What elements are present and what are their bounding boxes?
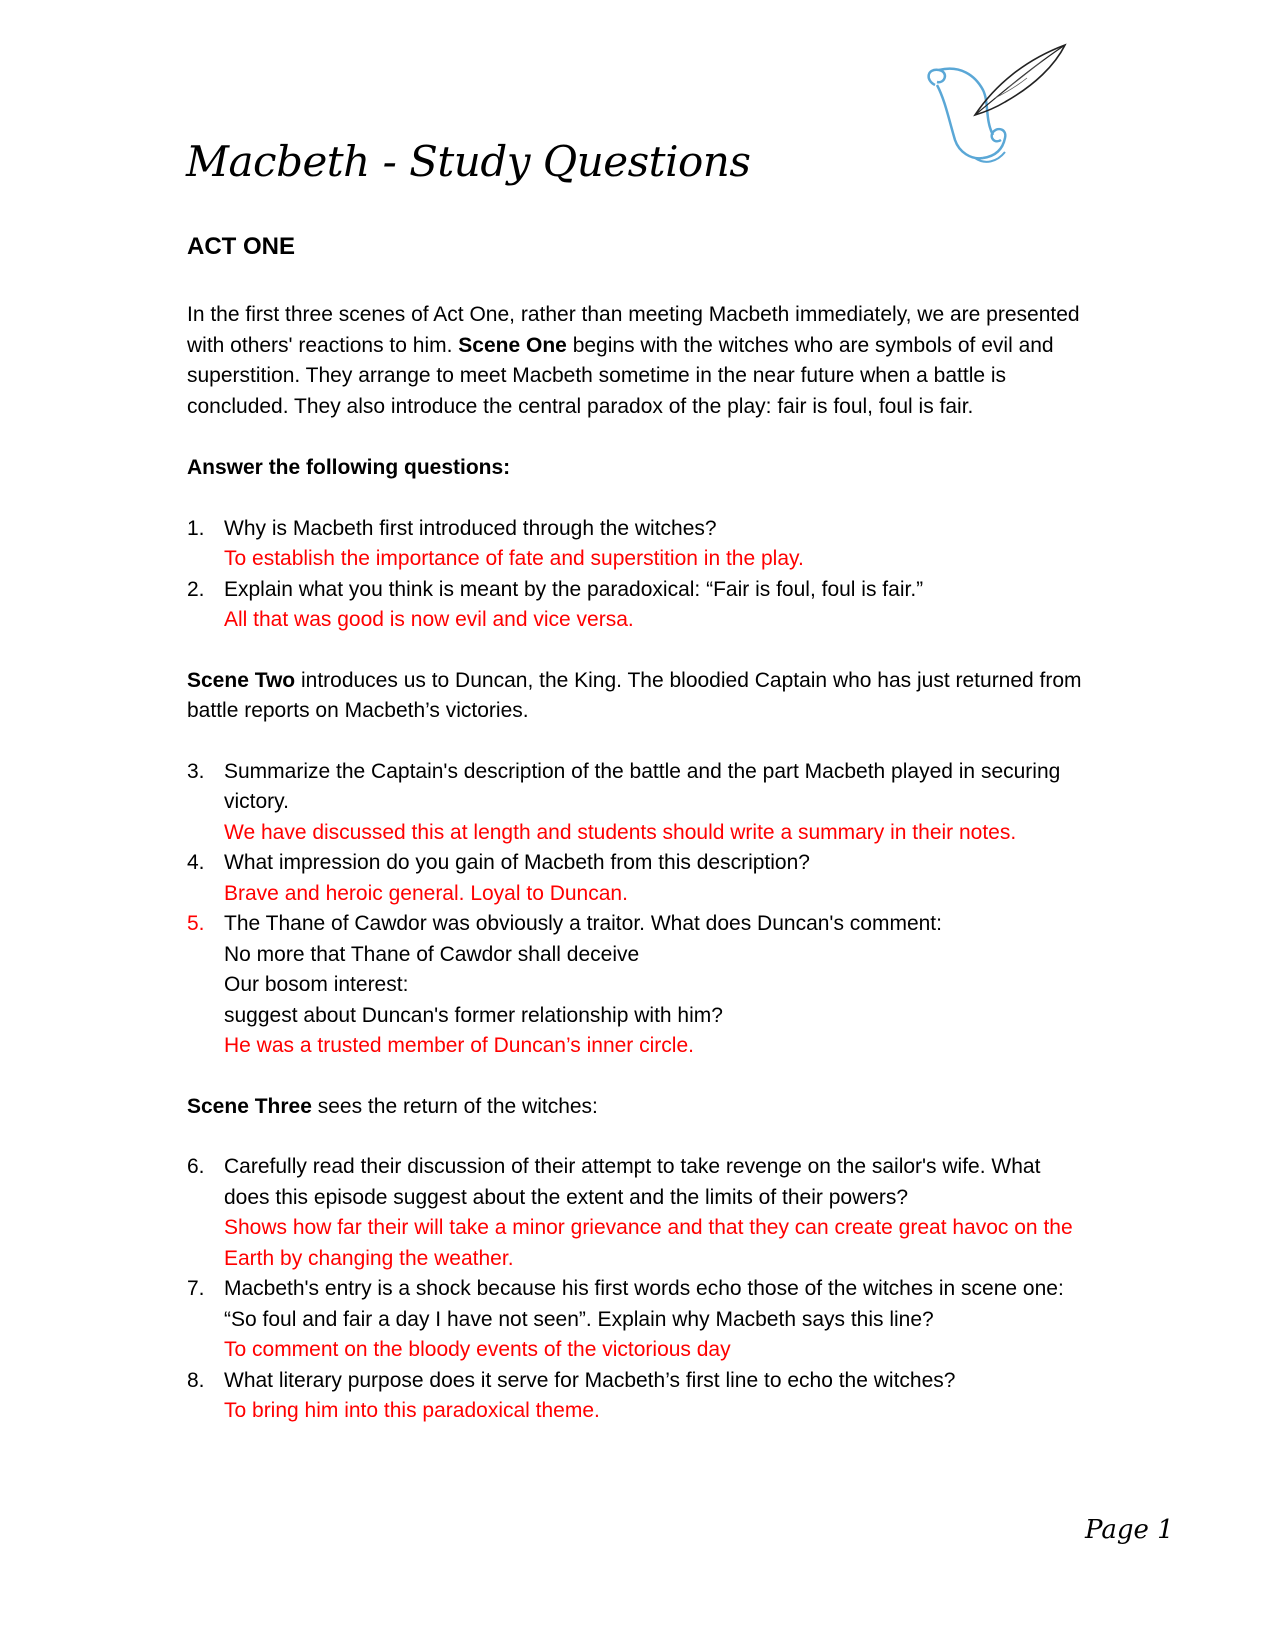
question-text: Summarize the Captain's description of the battle and the part Macbeth played in securing victory. [224, 759, 1061, 813]
question-number: 4. [187, 851, 205, 874]
page-title: Macbeth - Study Questions [186, 137, 751, 186]
scene-two-text: introduces us to Duncan, the King. The bloodied Captain who has just returned from battle reports on Macbeth’s victories. [187, 668, 1082, 722]
quote-line: Our bosom interest: [224, 973, 409, 996]
question-number: 3. [187, 759, 205, 783]
answer-text: All that was good is now evil and vice versa. [224, 608, 634, 631]
act-heading: ACT ONE [187, 233, 295, 260]
intro-text-end: begins with the witches who are symbols of evil and superstition. They arrange to meet Macbeth sometime in the near future when a battle is concluded. They also introduce the central paradox of the play: fair is foul, foul is fair. [187, 333, 1054, 418]
question-text: Why is Macbeth first introduced through the witches? [224, 516, 717, 540]
question-number: 2. [187, 577, 205, 601]
answer-text: To bring him into this paradoxical theme. [224, 1399, 600, 1422]
question-text: Carefully read their discussion of their attempt to take revenge on the sailor's wife. What does this episode suggest about the extent and the limits of their powers? [224, 1155, 1041, 1209]
answer-text: He was a trusted member of Duncan’s inner circle. [224, 1034, 694, 1057]
intro-paragraph [187, 300, 1087, 422]
answer-text: To comment on the bloody events of the victorious day [224, 1338, 731, 1361]
question-text: Explain what you think is meant by the paradoxical: “Fair is foul, foul is fair.” [224, 577, 924, 601]
question-item [187, 757, 1087, 849]
answer-text: To establish the importance of fate and superstition in the play. [224, 547, 804, 570]
quote-line: No more that Thane of Cawdor shall deceive [224, 942, 640, 966]
question-text: suggest about Duncan's former relationship with him? [224, 1003, 723, 1027]
answer-text: Brave and heroic general. Loyal to Duncan. [224, 881, 628, 905]
question-item [187, 1366, 1087, 1427]
answer-text: We have discussed this at length and students should write a summary in their notes. [224, 820, 1017, 844]
question-text: The Thane of Cawdor was obviously a traitor. What does Duncan's comment: [224, 912, 942, 935]
page-number: Page 1 [1085, 1515, 1174, 1545]
scene-two-paragraph [187, 666, 1087, 727]
question-item [187, 1152, 1087, 1274]
question-number: 6. [187, 1155, 205, 1178]
question-text: Macbeth's entry is a shock because his first words echo those of the witches in scene one: “So foul and fair a day I have not seen”. Explain why Macbeth says this line? [224, 1277, 1064, 1331]
question-item [187, 575, 1087, 636]
question-number: 7. [187, 1277, 205, 1300]
scene-three-paragraph [187, 1092, 1087, 1123]
question-item [187, 848, 1087, 909]
scene-three-text: sees the return of the witches: [311, 1094, 598, 1118]
question-item [187, 909, 1087, 1062]
scene-one-label: Scene One [458, 333, 567, 357]
question-number: 8. [187, 1368, 205, 1392]
question-number: 1. [187, 516, 205, 540]
scene-three-label: Scene Three [187, 1094, 312, 1118]
scene-two-label: Scene Two [187, 668, 296, 692]
question-item [187, 1274, 1087, 1366]
question-text: What literary purpose does it serve for Macbeth’s first line to echo the witches? [224, 1368, 956, 1392]
question-text: What impression do you gain of Macbeth from this description? [224, 851, 810, 874]
question-list-3 [187, 1152, 1087, 1427]
quill-scroll-icon [915, 40, 1075, 180]
question-list-1 [187, 514, 1087, 636]
question-list-2 [187, 757, 1087, 1062]
question-item [187, 514, 1087, 575]
instruction-heading: Answer the following questions: [187, 456, 511, 479]
question-number: 5. [187, 912, 205, 935]
answer-text: Shows how far their will take a minor grievance and that they can create great havoc on the Earth by changing the weather. [224, 1216, 1073, 1270]
intro-text-start: In the first three scenes of Act One, rather than meeting Macbeth immediately, we are presented with others' reactions to him. [187, 303, 1080, 357]
document-body [187, 219, 1087, 1427]
